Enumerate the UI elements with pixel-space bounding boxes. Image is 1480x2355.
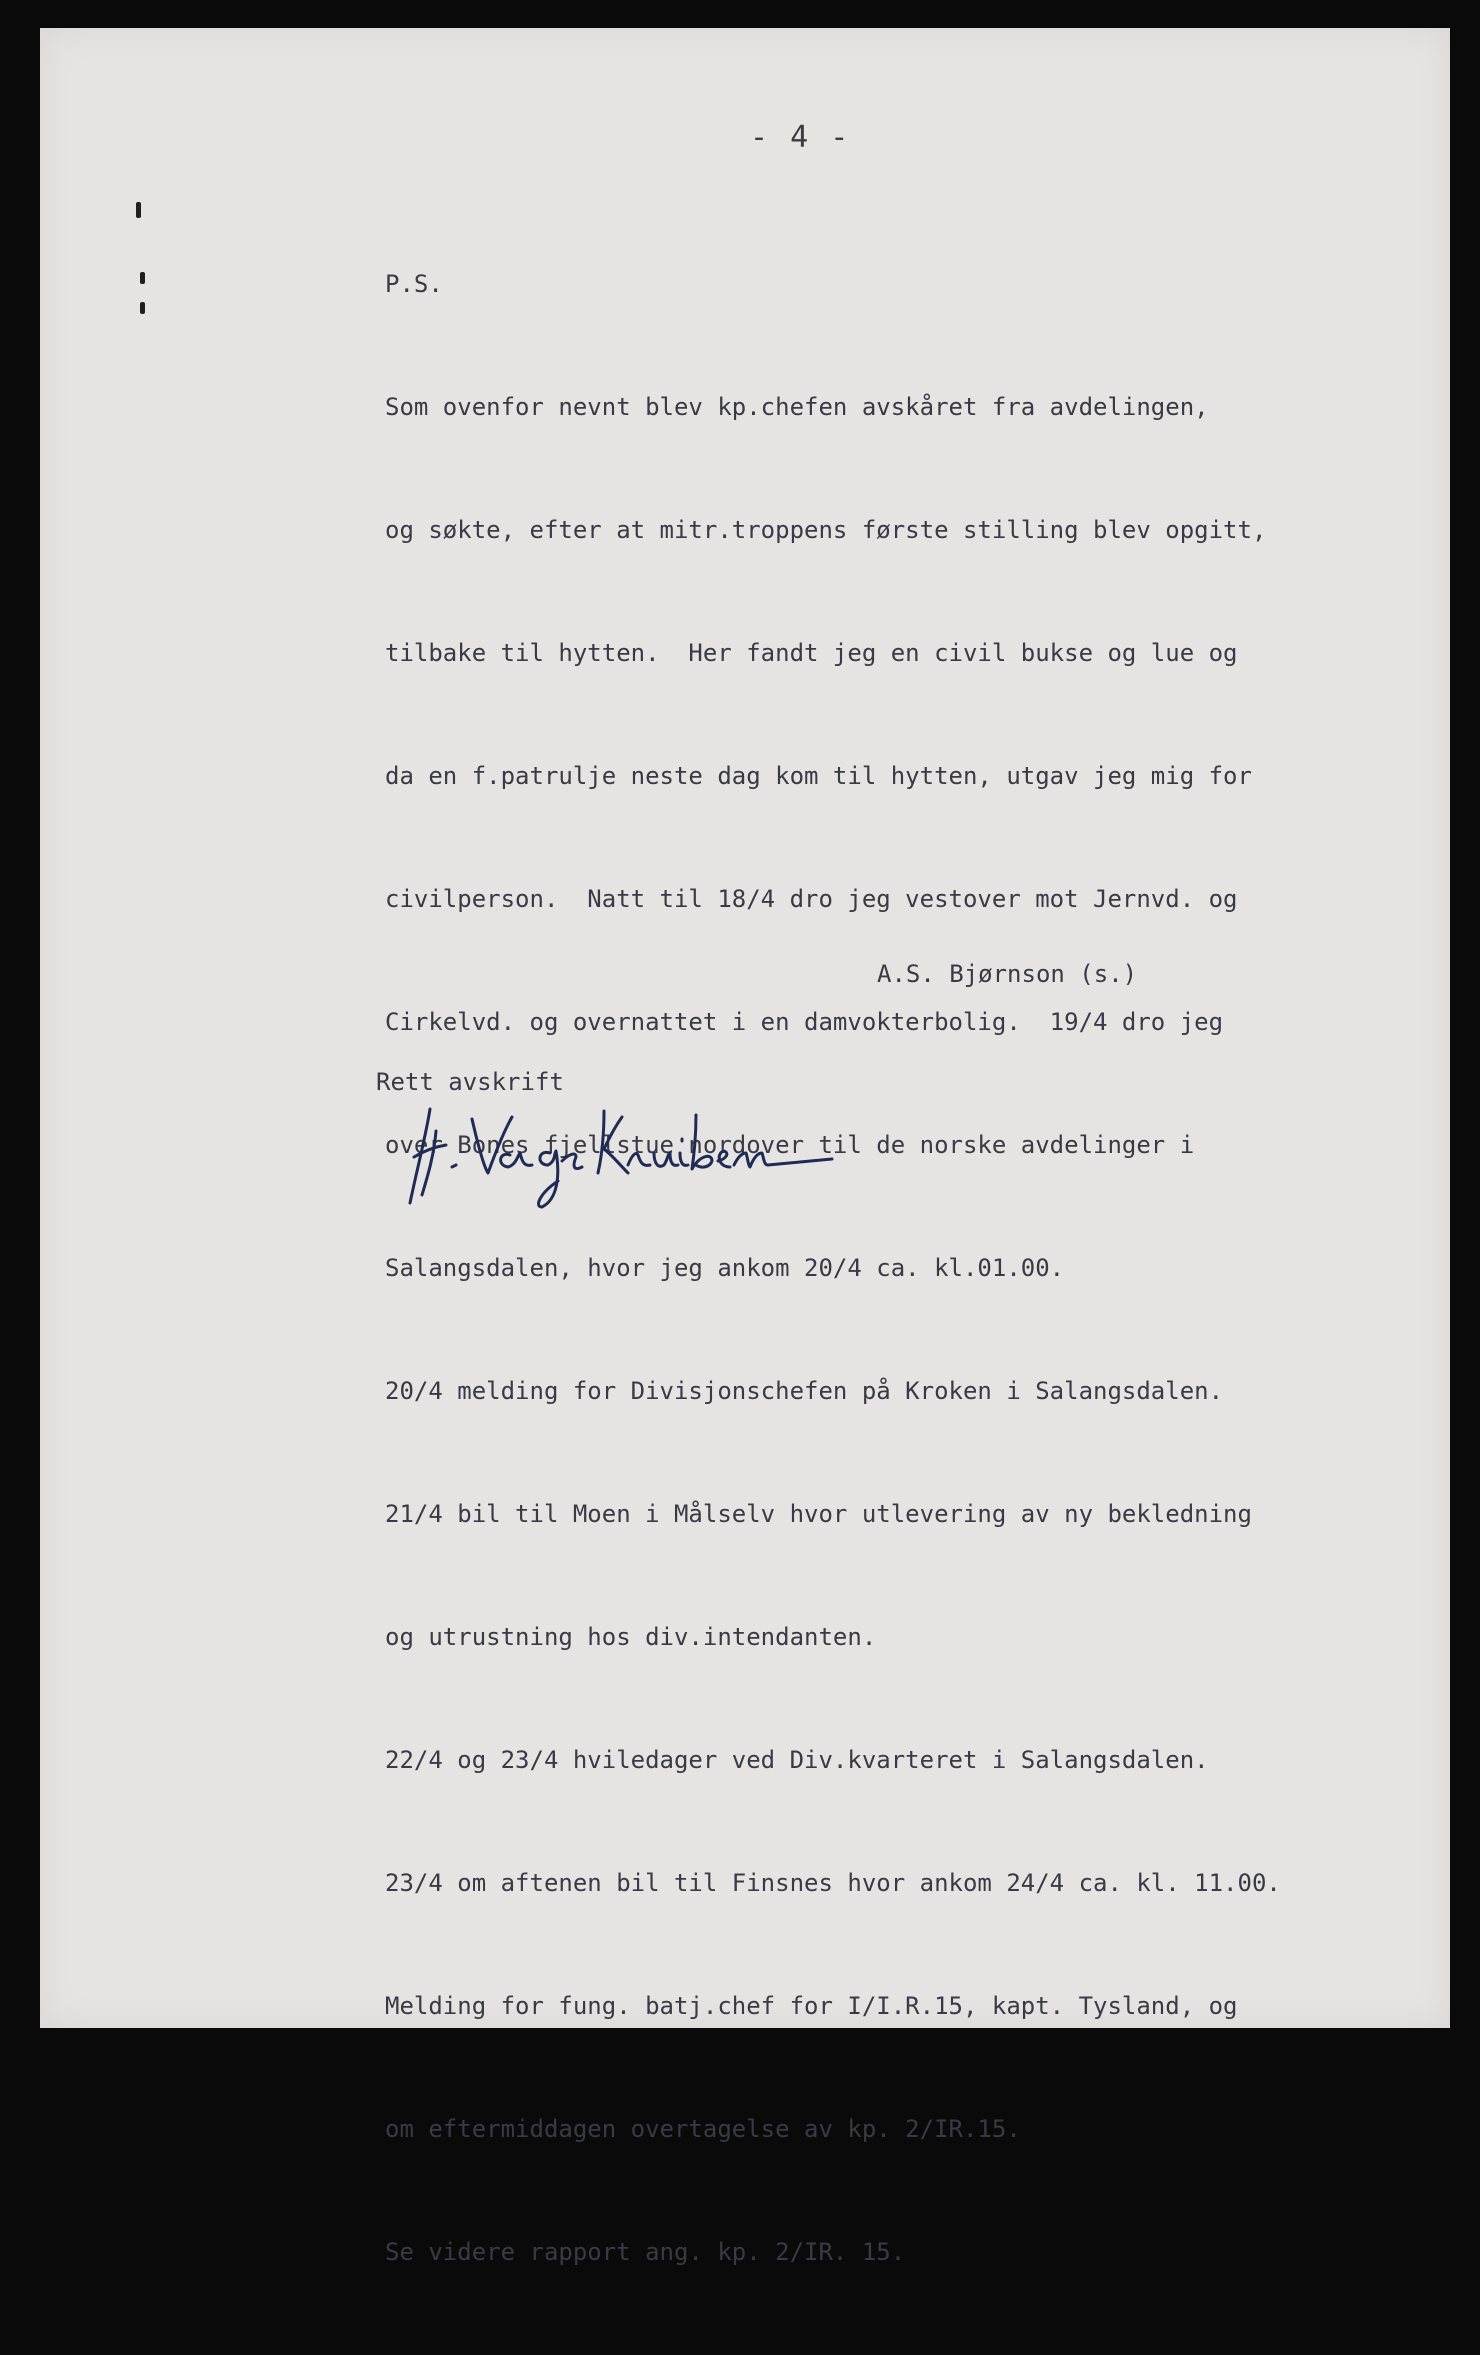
text-line: Cirkelvd. og overnattet i en damvokterbolig. 19/4 dro jeg	[385, 1008, 1224, 1036]
text-line: om eftermiddagen overtagelse av kp. 2/IR.15.	[385, 2115, 1021, 2143]
text-line: 20/4 melding for Divisjonschefen på Kroken i Salangsdalen.	[385, 1377, 1224, 1405]
text-line: Se videre rapport ang. kp. 2/IR. 15.	[385, 2238, 906, 2266]
text-line: 21/4 bil til Moen i Målselv hvor utlevering av ny bekledning	[385, 1500, 1252, 1528]
binder-hole-mark	[136, 202, 141, 218]
text-line: og utrustning hos div.intendanten.	[385, 1623, 877, 1651]
text-line: Som ovenfor nevnt blev kp.chefen avskåret fra avdelingen,	[385, 393, 1209, 421]
handwritten-signature	[400, 1095, 840, 1215]
page-number: - 4 -	[750, 120, 851, 155]
text-line: Melding for fung. batj.chef for I/I.R.15, kapt. Tysland, og	[385, 1992, 1238, 2020]
certification-label: Rett avskrift	[376, 1068, 564, 1096]
ps-heading: P.S.	[385, 270, 443, 298]
text-line: tilbake til hytten. Her fandt jeg en civil bukse og lue og	[385, 639, 1238, 667]
text-line: da en f.patrulje neste dag kom til hytten, utgav jeg mig for	[385, 762, 1252, 790]
text-line: 23/4 om aftenen bil til Finsnes hvor ankom 24/4 ca. kl. 11.00.	[385, 1869, 1281, 1897]
ps-body	[385, 182, 1445, 2355]
text-line: Salangsdalen, hvor jeg ankom 20/4 ca. kl.01.00.	[385, 1254, 1065, 1282]
binder-hole-mark	[140, 272, 145, 284]
binder-hole-mark	[140, 302, 145, 314]
text-line: over Bones fjellstue nordover til de norske avdelinger i	[385, 1131, 1195, 1159]
text-line: civilperson. Natt til 18/4 dro jeg vestover mot Jernvd. og	[385, 885, 1238, 913]
text-line: 22/4 og 23/4 hviledager ved Div.kvarteret i Salangsdalen.	[385, 1746, 1209, 1774]
text-line: og søkte, efter at mitr.troppens første stilling blev opgitt,	[385, 516, 1267, 544]
typed-signature: A.S. Bjørnson (s.)	[877, 960, 1138, 988]
